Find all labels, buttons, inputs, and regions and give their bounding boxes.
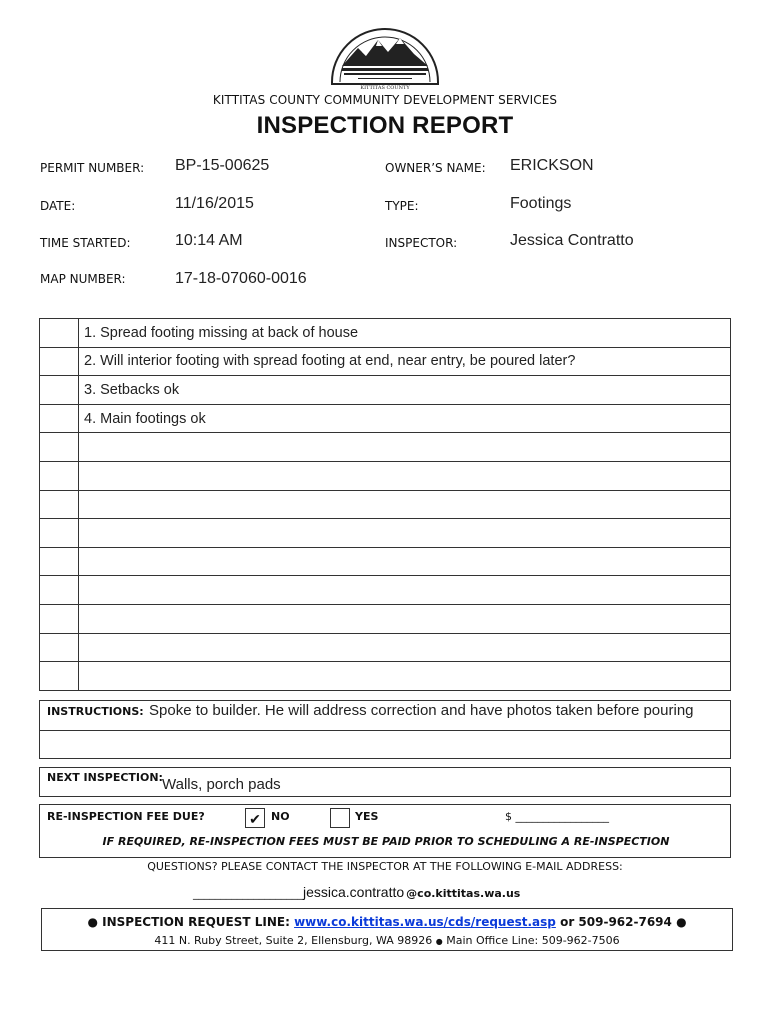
table-row xyxy=(40,547,731,576)
note-cell[interactable]: 3. Setbacks ok xyxy=(79,376,731,405)
notes-table xyxy=(39,318,731,691)
reinspection-fee-label: RE-INSPECTION FEE DUE? xyxy=(47,810,205,823)
table-row xyxy=(40,662,731,691)
row-number-cell xyxy=(40,461,79,490)
footer-box xyxy=(41,908,733,951)
next-inspection-value: Walls, porch pads xyxy=(162,776,281,793)
request-line-label: INSPECTION REQUEST LINE: xyxy=(102,915,295,929)
note-cell[interactable]: 1. Spread footing missing at back of house xyxy=(79,319,731,348)
office-address: 411 N. Ruby Street, Suite 2, Ellensburg, WA 98926 xyxy=(154,934,433,947)
next-inspection-label: NEXT INSPECTION: xyxy=(47,771,163,784)
note-cell[interactable] xyxy=(79,461,731,490)
permit-number-label: PERMIT NUMBER: xyxy=(40,161,145,175)
permit-number-value: BP-15-00625 xyxy=(175,157,270,174)
main-office-line: Main Office Line: 509-962-7506 xyxy=(446,934,620,947)
note-cell[interactable] xyxy=(79,633,731,662)
note-cell[interactable] xyxy=(79,576,731,605)
request-phone: or 509-962-7694 xyxy=(555,915,672,929)
note-cell[interactable] xyxy=(79,490,731,519)
bullet-icon: ● xyxy=(87,915,98,929)
row-number-cell xyxy=(40,433,79,462)
yes-checkbox[interactable] xyxy=(330,808,350,828)
email-domain: @co.kittitas.wa.us xyxy=(406,887,521,900)
type-value: Footings xyxy=(510,195,572,212)
row-number-cell xyxy=(40,490,79,519)
note-cell[interactable]: 4. Main footings ok xyxy=(79,404,731,433)
note-cell[interactable] xyxy=(79,519,731,548)
reinspection-box xyxy=(39,804,731,858)
fee-amount-field[interactable]: $ _________________ xyxy=(505,810,609,823)
date-value: 11/16/2015 xyxy=(175,195,254,212)
bullet-icon: ● xyxy=(435,937,443,946)
reinspection-warning: IF REQUIRED, RE-INSPECTION FEES MUST BE PAID PRIOR TO SCHEDULING A RE-INSPECTION xyxy=(102,835,670,848)
row-number-cell xyxy=(40,547,79,576)
row-number-cell xyxy=(40,319,79,348)
agency-name: KITTITAS COUNTY COMMUNITY DEVELOPMENT SERVICES xyxy=(212,93,558,107)
table-row xyxy=(40,433,731,462)
yes-label: YES xyxy=(355,810,379,823)
table-row xyxy=(40,319,731,348)
table-row xyxy=(40,404,731,433)
page-title: INSPECTION REPORT xyxy=(256,112,514,139)
table-row xyxy=(40,376,731,405)
time-started-value: 10:14 AM xyxy=(175,232,243,249)
row-number-cell xyxy=(40,404,79,433)
row-number-cell xyxy=(40,662,79,691)
next-inspection-box xyxy=(39,767,731,797)
email-user: jessica.contratto xyxy=(303,884,405,900)
request-url-link[interactable]: www.co.kittitas.wa.us/cds/request.asp xyxy=(294,915,556,929)
bullet-icon: ● xyxy=(676,915,687,929)
instructions-value: Spoke to builder. He will address correction and have photos taken before pouring xyxy=(149,702,694,719)
inspector-email xyxy=(193,884,520,902)
check-mark-icon: ✔ xyxy=(249,811,261,827)
row-number-cell xyxy=(40,604,79,633)
row-number-cell xyxy=(40,347,79,376)
table-row xyxy=(40,576,731,605)
no-label: NO xyxy=(271,810,290,823)
map-number-value: 17-18-07060-0016 xyxy=(175,270,307,287)
time-started-label: TIME STARTED: xyxy=(40,236,131,250)
address-line xyxy=(42,934,732,947)
map-number-label: MAP NUMBER: xyxy=(40,272,126,286)
seal-name: KITTITAS COUNTY xyxy=(360,85,410,90)
note-cell[interactable] xyxy=(79,547,731,576)
owners-name-label: OWNER’S NAME: xyxy=(385,161,486,175)
note-cell[interactable] xyxy=(79,604,731,633)
inspector-value: Jessica Contratto xyxy=(510,232,634,249)
table-row xyxy=(40,490,731,519)
table-row xyxy=(40,347,731,376)
table-row xyxy=(40,519,731,548)
type-label: TYPE: xyxy=(385,199,419,213)
row-number-cell xyxy=(40,519,79,548)
contact-question: QUESTIONS? PLEASE CONTACT THE INSPECTOR AT THE FOLLOWING E-MAIL ADDRESS: xyxy=(147,860,623,873)
row-number-cell xyxy=(40,633,79,662)
inspector-label: INSPECTOR: xyxy=(385,236,458,250)
owners-name-value: ERICKSON xyxy=(510,157,594,174)
email-blank: ____________________ xyxy=(193,887,303,900)
note-cell[interactable] xyxy=(79,662,731,691)
note-cell[interactable]: 2. Will interior footing with spread footing at end, near entry, be poured later? xyxy=(79,347,731,376)
note-cell[interactable] xyxy=(79,433,731,462)
row-number-cell xyxy=(40,576,79,605)
row-number-cell xyxy=(40,376,79,405)
table-row xyxy=(40,461,731,490)
date-label: DATE: xyxy=(40,199,76,213)
no-checkbox[interactable] xyxy=(245,808,265,828)
county-seal-logo xyxy=(328,20,442,90)
instructions-label: INSTRUCTIONS: xyxy=(47,705,144,718)
table-row xyxy=(40,633,731,662)
request-line xyxy=(42,915,732,929)
instructions-box xyxy=(39,700,731,759)
table-row xyxy=(40,604,731,633)
